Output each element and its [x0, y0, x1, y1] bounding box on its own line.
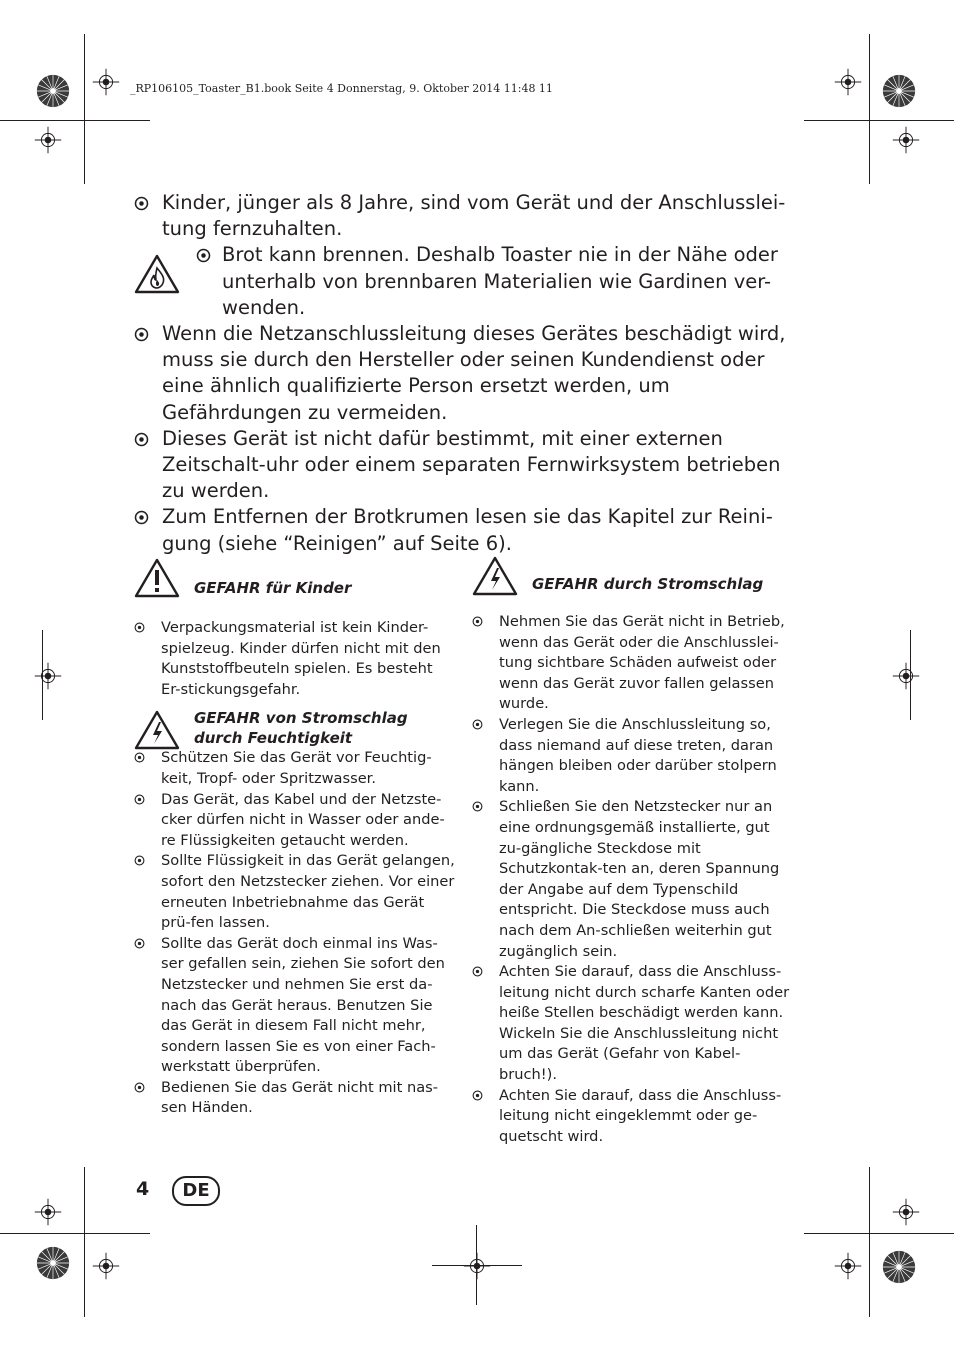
crop-line — [0, 120, 150, 121]
crop-line — [804, 1233, 954, 1234]
list-item-text: Nehmen Sie das Gerät nicht in Betrieb, wenn das Gerät oder die Anschlusslei-tung sichtbare Schäden aufweist oder wenn das Gerät zuvor fallen gelassen wurde. — [499, 613, 785, 713]
registration-mark-icon — [826, 1244, 870, 1288]
registration-mark-icon — [884, 118, 928, 162]
list-item — [134, 504, 794, 556]
list-item — [134, 321, 794, 426]
right-column — [472, 556, 794, 1147]
star-registration-mark-icon — [34, 1244, 72, 1282]
list-item — [134, 748, 456, 789]
list-item — [134, 426, 794, 505]
print-file-info: _RP106105_Toaster_B1.book Seite 4 Donnerstag, 9. Oktober 2014 11:48 11 — [130, 82, 553, 95]
section-heading-text: GEFAHR für Kinder — [194, 579, 352, 597]
list-item — [134, 190, 794, 242]
bullet-icon — [134, 938, 145, 949]
page-number: 4 — [136, 1178, 150, 1200]
bullet-icon — [472, 801, 483, 812]
list-item — [472, 612, 794, 715]
section-heading — [134, 558, 456, 618]
list-item — [472, 715, 794, 797]
bullet-icon — [134, 432, 149, 447]
section-heading — [472, 556, 794, 612]
left-column — [134, 558, 456, 1119]
list-item-text: Sollte das Gerät doch einmal ins Was-ser gefallen sein, ziehen Sie sofort den Netzstecker und nehmen Sie erst da-nach das Gerät heraus. Benutzen Sie das Gerät in diesem Fall nicht mehr, sondern lassen Sie es von einer Fach-werkstatt überprüfen. — [161, 934, 445, 1076]
list-item-text: Das Gerät, das Kabel und der Netzste-cker dürfen nicht in Wasser oder ande-re Flüssigkeiten getaucht werden. — [161, 790, 445, 849]
list-item-text: Zum Entfernen der Brotkrumen lesen sie das Kapitel zur Reini-gung (siehe “Reinigen” auf Seite 6). — [162, 505, 773, 555]
list-item — [134, 790, 456, 852]
crop-line — [84, 34, 85, 184]
crop-line — [804, 120, 954, 121]
list-item-text: Schließen Sie den Netzstecker nur an eine ordnungsgemäß installierte, gut zu-gängliche Steckdose mit Schutzkontak-ten an, deren Spannung der Angabe auf dem Typenschild entspricht. Die Steckdose muss auch nach dem An-schließen weiterhin gut zugänglich sein. — [499, 798, 780, 960]
crop-line — [84, 1167, 85, 1317]
bullet-icon — [134, 855, 145, 866]
star-registration-mark-icon — [34, 72, 72, 110]
list-item-text: Schützen Sie das Gerät vor Feuchtig-keit, Tropf- oder Spritzwasser. — [161, 749, 432, 787]
bullet-icon — [196, 248, 211, 263]
registration-mark-icon — [84, 60, 128, 104]
bullet-icon — [472, 1090, 483, 1101]
registration-mark-icon — [84, 1244, 128, 1288]
list-item-text: Bedienen Sie das Gerät nicht mit nas-sen Händen. — [161, 1078, 439, 1117]
warning-electric-shock-icon — [472, 556, 518, 596]
section-heading-text: GEFAHR durch Stromschlag — [532, 575, 764, 593]
list-item-text: Sollte Flüssigkeit in das Gerät gelangen, sofort den Netzstecker ziehen. Vor einer erneuten Inbetriebnahme das Gerät prü-fen lassen. — [161, 852, 455, 932]
warning-exclamation-icon — [134, 558, 180, 598]
registration-mark-icon — [26, 654, 70, 698]
list-item-text: Achten Sie darauf, dass die Anschluss-leitung nicht eingeklemmt oder ge-quetscht wird. — [499, 1086, 782, 1145]
star-registration-mark-icon — [880, 1248, 918, 1286]
bullet-icon — [134, 794, 145, 805]
bullet-icon — [134, 327, 149, 342]
registration-mark-icon — [884, 1190, 928, 1234]
list-item-text: Achten Sie darauf, dass die Anschluss-leitung nicht durch scharfe Kanten oder heiße Stellen beschädigt werden kann. Wickeln Sie die Anschlussleitung nicht um das Gerät (Gefahr von Kabel-bruch!). — [499, 963, 790, 1084]
top-safety-list — [134, 190, 794, 557]
registration-mark-icon — [26, 118, 70, 162]
registration-mark-icon — [26, 1190, 70, 1234]
list-item — [472, 1086, 794, 1148]
list-item — [134, 851, 456, 933]
list-item — [472, 797, 794, 962]
bullet-icon — [472, 719, 483, 730]
list-item-text: Verpackungsmaterial ist kein Kinder-spielzeug. Kinder dürfen nicht mit den Kunststoffbeuteln spielen. Es besteht Er-stickungsgefahr. — [161, 619, 441, 698]
registration-mark-icon — [884, 654, 928, 698]
section-heading-text: GEFAHR von Stromschlag durch Feuchtigkeit — [194, 709, 408, 748]
bullet-icon — [134, 1082, 145, 1093]
bullet-icon — [134, 510, 149, 525]
bullet-icon — [134, 196, 149, 211]
crop-line — [869, 1167, 870, 1317]
list-item-text: Verlegen Sie die Anschlussleitung so, dass niemand auf diese treten, daran hängen bleiben oder darüber stolpern kann. — [499, 715, 777, 795]
list-item — [134, 242, 794, 321]
bullet-icon — [472, 616, 483, 627]
bullet-icon — [134, 752, 145, 763]
list-item — [472, 962, 794, 1086]
bullet-icon — [134, 622, 145, 633]
list-item-text: Kinder, jünger als 8 Jahre, sind vom Gerät und der Anschlusslei-tung fernzuhalten. — [162, 191, 786, 241]
language-badge: DE — [172, 1176, 220, 1206]
star-registration-mark-icon — [880, 72, 918, 110]
bullet-icon — [472, 966, 483, 977]
list-item — [134, 618, 456, 700]
warning-electric-shock-icon — [134, 710, 180, 750]
list-item-text: Wenn die Netzanschlussleitung dieses Gerätes beschädigt wird, muss sie durch den Hersteller oder seinen Kundendienst oder eine ähnlich qualifizierte Person ersetzt werden, um Gefährdungen zu vermeiden. — [162, 322, 786, 424]
fire-warning-icon — [134, 254, 180, 294]
crop-line — [869, 34, 870, 184]
list-item — [134, 1078, 456, 1119]
list-item-text: Brot kann brennen. Deshalb Toaster nie in der Nähe oder unterhalb von brennbaren Materialien wie Gardinen ver-wenden. — [222, 243, 778, 319]
crop-line — [0, 1233, 150, 1234]
registration-mark-icon — [455, 1244, 499, 1288]
list-item — [134, 934, 456, 1078]
section-heading — [134, 708, 456, 748]
list-item-text: Dieses Gerät ist nicht dafür bestimmt, mit einer externen Zeitschalt-uhr oder einem separaten Fernwirksystem betrieben zu werden. — [162, 426, 781, 503]
registration-mark-icon — [826, 60, 870, 104]
